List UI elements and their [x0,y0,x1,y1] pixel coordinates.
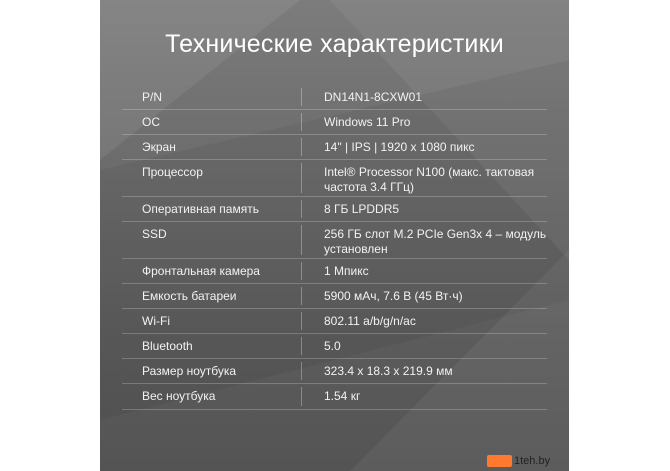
spec-value: 14" | IPS | 1920 x 1080 пикс [324,140,475,154]
spec-row-pn [122,85,547,110]
column-divider [301,200,302,218]
column-divider [301,337,302,355]
page-title: Технические характеристики [165,30,504,58]
spec-value: 5900 мАч, 7.6 В (45 Вт·ч) [324,289,463,303]
column-divider [301,113,302,131]
column-divider [301,387,302,406]
spec-label: Wi-Fi [142,314,170,328]
spec-label: Вес ноутбука [142,389,216,403]
spec-value: DN14N1-8CXW01 [324,90,423,104]
spec-label: Фронтальная камера [142,264,260,278]
column-divider [301,312,302,330]
spec-value: Windows 11 Pro [324,115,411,129]
spec-table [122,85,547,410]
spec-value: 8 ГБ LPDDR5 [324,202,400,216]
spec-row-ram [122,197,547,222]
spec-row-bluetooth [122,334,547,359]
spec-row-wifi [122,309,547,334]
spec-label: Процессор [142,165,203,179]
spec-value: 256 ГБ слот M.2 PCIe Gen3x 4 – модуль установлен [324,227,547,256]
spec-row-size [122,359,547,384]
spec-label: Емкость батареи [142,289,237,303]
spec-label: Экран [142,140,176,154]
spec-value: Intel® Processor N100 (макс. тактовая частота 3.4 ГГц) [324,165,535,194]
spec-value: 5.0 [324,339,341,353]
spec-value: 802.11 a/b/g/n/ac [324,314,416,328]
spec-row-weight [122,384,547,410]
spec-label: SSD [142,227,167,241]
spec-row-screen [122,135,547,160]
spec-row-os [122,110,547,135]
spec-value: 1 Мпикс [324,264,369,278]
watermark [487,453,550,469]
spec-label: P/N [142,90,163,104]
spec-label: Bluetooth [142,339,193,353]
column-divider [301,287,302,305]
column-divider [301,362,302,380]
watermark-text: 1teh.by [514,455,551,467]
spec-row-battery [122,284,547,309]
column-divider [301,225,302,255]
spec-sheet [100,0,569,471]
spec-row-ssd [122,222,547,259]
column-divider [301,138,302,156]
spec-row-camera [122,259,547,284]
column-divider [301,262,302,280]
spec-label: ОС [142,115,160,129]
spec-row-cpu [122,160,547,197]
watermark-badge-icon [487,455,512,467]
column-divider [301,163,302,193]
column-divider [301,88,302,106]
spec-label: Размер ноутбука [142,364,237,378]
spec-label: Оперативная память [142,202,259,216]
spec-value: 1.54 кг [324,389,361,403]
spec-value: 323.4 x 18.3 x 219.9 мм [324,364,453,378]
